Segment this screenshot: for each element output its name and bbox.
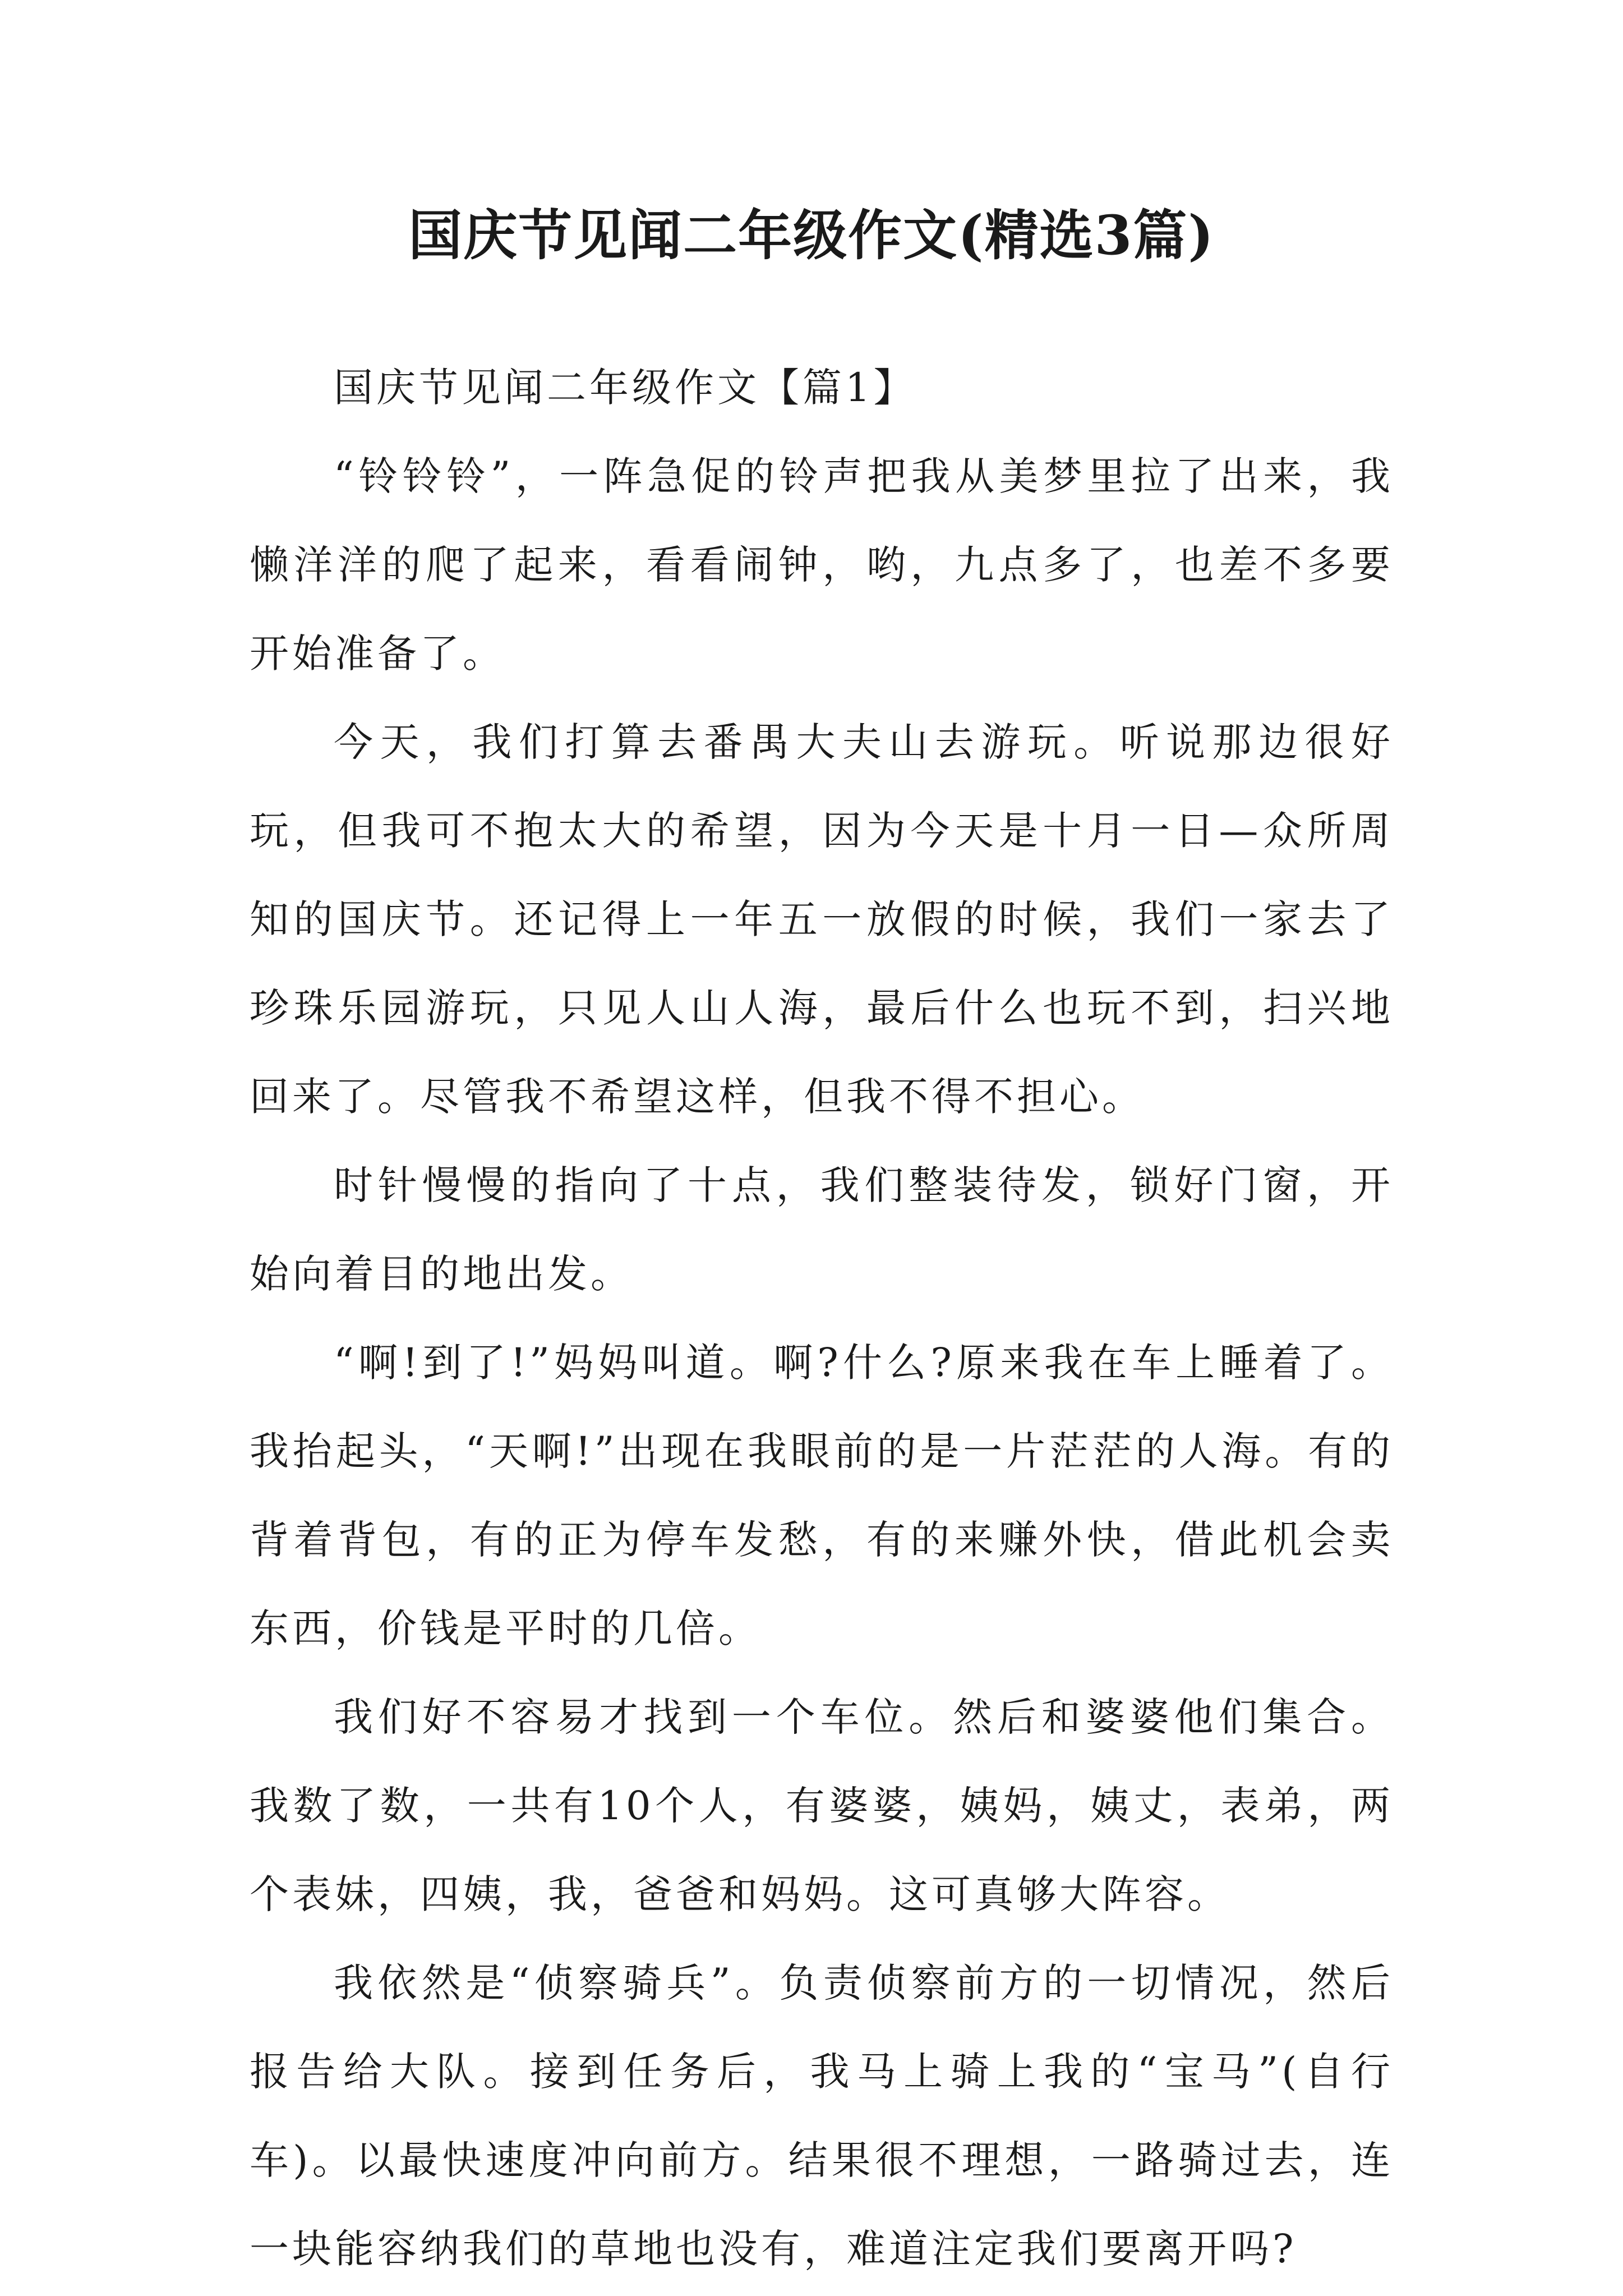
section-heading: 国庆节见闻二年级作文【篇1】 bbox=[334, 365, 916, 411]
paragraph: “啊!到了!”妈妈叫道。啊?什么?原来我在车上睡着了。我抬起头，“天啊!”出现在我眼前的是一片茫茫的人海。有的背着背包，有的正为停车发愁，有的来赚外快，借此机会卖东西，价钱是平时的几倍。 bbox=[250, 1340, 1394, 1651]
document-title: 国庆节见闻二年级作文(精选3篇) bbox=[408, 204, 1215, 267]
paragraph: “铃铃铃”，一阵急促的铃声把我从美梦里拉了出来，我懒洋洋的爬了起来，看看闹钟，哟，九点多了，也差不多要开始准备了。 bbox=[250, 453, 1394, 677]
document-body bbox=[250, 343, 1394, 2293]
paragraph: 时针慢慢的指向了十点，我们整装待发，锁好门窗，开始向着目的地出发。 bbox=[250, 1162, 1394, 1297]
paragraph: 我们好不容易才找到一个车位。然后和婆婆他们集合。我数了数，一共有10个人，有婆婆，姨妈，姨丈，表弟，两个表妹，四姨，我，爸爸和妈妈。这可真够大阵容。 bbox=[250, 1694, 1394, 1917]
paragraph: 今天，我们打算去番禺大夫山去游玩。听说那边很好玩，但我可不抱太大的希望，因为今天是十月一日—众所周知的国庆节。还记得上一年五一放假的时候，我们一家去了珍珠乐园游玩，只见人山人海，最后什么也玩不到，扫兴地回来了。尽管我不希望这样，但我不得不担心。 bbox=[250, 719, 1394, 1120]
paragraph: 我依然是“侦察骑兵”。负责侦察前方的一切情况，然后报告给大队。接到任务后，我马上骑上我的“宝马”(自行车)。以最快速度冲向前方。结果很不理想，一路骑过去，连一块能容纳我们的草地也没有，难道注定我们要离开吗? bbox=[250, 1960, 1394, 2272]
